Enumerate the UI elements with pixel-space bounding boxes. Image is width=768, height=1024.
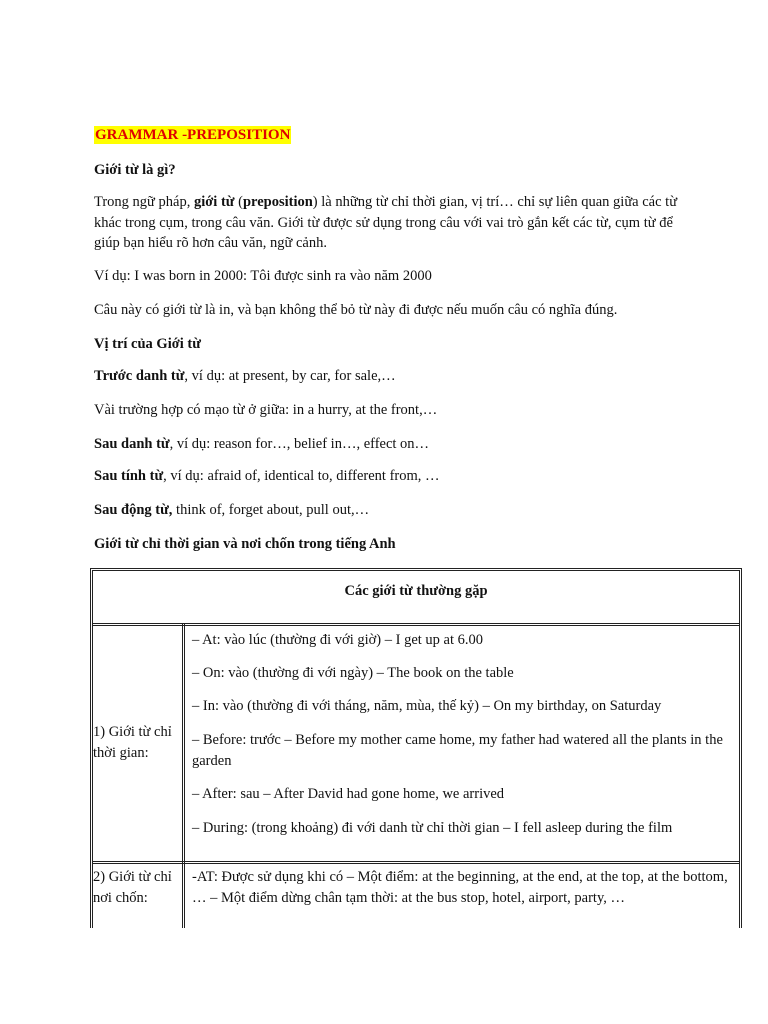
list-item: – At: vào lúc (thường đi với giờ) – I get up at 6.00 <box>192 632 484 648</box>
intro-bold-1: giới từ <box>193 194 235 210</box>
position-article-case: Vài trường hợp có mạo từ ở giữa: in a hurry, at the front,… <box>94 402 438 418</box>
position-after-adjective-label: Sau tính từ <box>94 468 164 484</box>
table-row <box>93 861 739 928</box>
heading-position: Vị trí của Giới từ <box>94 336 201 352</box>
table-row-label-cell <box>93 623 185 861</box>
list-item: – During: (trong khoảng) đi với danh từ chỉ thời gian – I fell asleep during the film <box>192 820 673 836</box>
position-after-noun-label: Sau danh từ <box>94 436 170 452</box>
heading-what-is-preposition: Giới từ là gì? <box>94 162 176 178</box>
list-item: – Before: trước – Before my mother came home, my father had watered all the plants in the garden <box>192 732 723 769</box>
document-title: GRAMMAR -PREPOSITION <box>95 127 291 143</box>
position-before-noun <box>94 366 396 387</box>
intro-text-2: ( <box>234 194 243 210</box>
prepositions-table <box>90 568 742 928</box>
intro-text-1: Trong ngữ pháp, <box>94 194 194 210</box>
document-body <box>94 126 684 552</box>
table-row <box>93 623 739 864</box>
table-header-cell: Các giới từ thường gặp <box>344 583 488 599</box>
list-item: – After: sau – After David had gone home, we arrived <box>192 786 505 802</box>
position-after-verb-text: think of, forget about, pull out,… <box>172 502 370 518</box>
position-after-adjective <box>94 466 440 487</box>
position-after-verb <box>94 500 369 521</box>
position-after-adjective-text: , ví dụ: afraid of, identical to, different from, … <box>163 468 440 484</box>
place-prepositions-label: 2) Giới từ chỉ nơi chốn: <box>93 869 172 906</box>
heading-time-place: Giới từ chỉ thời gian và nơi chốn trong tiếng Anh <box>94 536 396 552</box>
explanation-paragraph: Câu này có giới từ là in, và bạn không thể bỏ từ này đi được nếu muốn câu có nghĩa đúng. <box>94 302 618 318</box>
time-prepositions-label: 1) Giới từ chỉ thời gian: <box>93 724 172 761</box>
list-item: -AT: Được sử dụng khi có – Một điểm: at the beginning, at the end, at the top, at the bottom, … – Một điểm dừng chân tạm thời: at the bus stop, hotel, airport, party, … <box>192 869 728 906</box>
position-before-noun-text: , ví dụ: at present, by car, for sale,… <box>184 368 396 384</box>
list-item: – On: vào (thường đi với ngày) – The book on the table <box>192 665 514 681</box>
list-item: – In: vào (thường đi với tháng, năm, mùa, thế kỷ) – On my birthday, on Saturday <box>192 698 662 714</box>
intro-text-3: ) là những từ chỉ thời gian, vị trí… chỉ sự liên quan giữa các từ khác trong cụm, trong câu văn. Giới từ được sử dụng trong câu với vai trò gắn kết các từ, cụm từ để giúp bạn hiểu rõ hơn câu văn, ngữ cảnh. <box>94 194 678 251</box>
position-after-noun <box>94 434 429 455</box>
table-row-content-cell <box>185 623 739 861</box>
intro-bold-2: preposition <box>242 194 313 210</box>
table-row-label-cell <box>93 861 185 928</box>
table-row-content-cell <box>185 861 739 928</box>
position-after-verb-label: Sau động từ, <box>94 502 173 518</box>
example-paragraph: Ví dụ: I was born in 2000: Tôi được sinh ra vào năm 2000 <box>94 268 432 284</box>
position-before-noun-label: Trước danh từ <box>94 368 185 384</box>
intro-paragraph <box>94 192 684 254</box>
position-after-noun-text: , ví dụ: reason for…, belief in…, effect on… <box>169 436 430 452</box>
table-header-row <box>93 571 739 626</box>
